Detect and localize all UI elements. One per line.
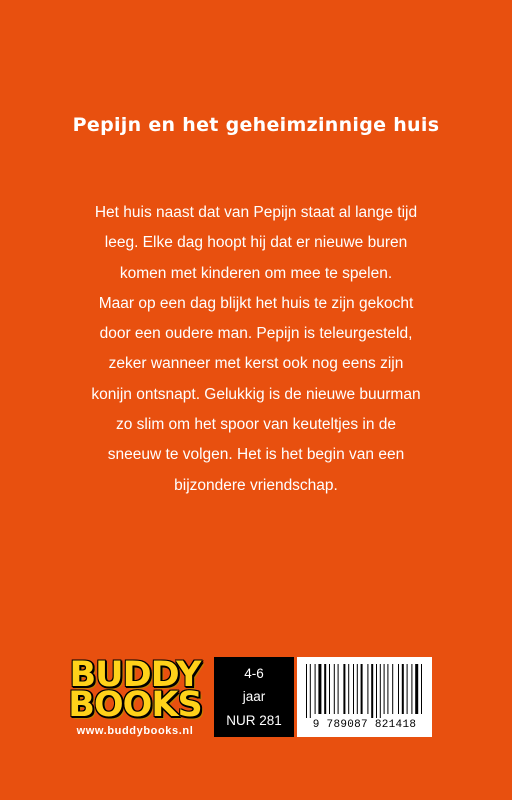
barcode-bar	[398, 664, 399, 714]
publisher-website: www.buddybooks.nl	[76, 725, 194, 737]
nur-code: NUR 281	[226, 713, 282, 728]
barcode-bar	[343, 664, 345, 714]
barcode-bar	[384, 664, 385, 714]
barcode-bars	[306, 664, 423, 718]
barcode-bar	[411, 664, 412, 714]
back-cover-blurb	[40, 198, 472, 501]
barcode-bar	[357, 664, 358, 714]
barcode-bar	[329, 664, 330, 714]
age-rating-box	[214, 657, 294, 737]
barcode-bar	[387, 664, 388, 714]
barcode-bar	[402, 664, 404, 714]
isbn-number: 9 789087 821418	[312, 719, 417, 731]
barcode-bar	[415, 664, 418, 714]
blurb-line: sneeuw te volgen. Het is het begin van een	[107, 446, 405, 464]
barcode	[297, 657, 432, 737]
blurb-line: bijzondere vriendschap.	[174, 476, 338, 494]
barcode-bar	[376, 664, 377, 718]
blurb-line: zeker wanneer met kerst ook nog eens zijn	[108, 355, 404, 373]
blurb-line: komen met kinderen om mee te spelen.	[119, 264, 393, 282]
logo-word-books: BOOKS	[68, 685, 202, 725]
barcode-bar	[306, 664, 307, 718]
barcode-bar	[421, 664, 422, 714]
barcode-bar	[367, 664, 368, 714]
barcode-bar	[324, 664, 326, 714]
blurb-line: Het huis naast dat van Pepijn staat al lange tijd	[94, 204, 418, 221]
barcode-bar	[353, 664, 354, 714]
barcode-bar	[380, 664, 381, 718]
barcode-bar	[407, 664, 408, 714]
barcode-bar	[318, 664, 321, 714]
blurb-line: zo slim om het spoor van keuteltjes in de	[116, 416, 396, 434]
blurb-line: door een oudere man. Pepijn is teleurgesteld,	[99, 325, 413, 343]
age-range: 4-6	[244, 666, 264, 681]
blurb-line: konijn ontsnapt. Gelukkig is de nieuwe buurman	[91, 385, 421, 403]
blurb-line: Maar op een dag blijkt het huis te zijn gekocht	[98, 294, 414, 312]
barcode-bar	[315, 664, 316, 714]
publisher-logo	[60, 655, 210, 729]
blurb-line: leeg. Elke dag hoopt hij dat er nieuwe buren	[104, 234, 408, 252]
barcode-bar	[348, 664, 349, 714]
barcode-bar	[371, 664, 373, 718]
barcode-bar	[361, 664, 363, 714]
barcode-bar	[334, 664, 335, 714]
book-title: Pepijn en het geheimzinnige huis	[72, 114, 440, 136]
barcode-bar	[338, 664, 339, 714]
logo-word-buddy: BUDDY	[69, 655, 201, 695]
barcode-bar	[392, 664, 393, 714]
barcode-bar	[310, 664, 311, 718]
age-unit: jaar	[242, 689, 266, 704]
